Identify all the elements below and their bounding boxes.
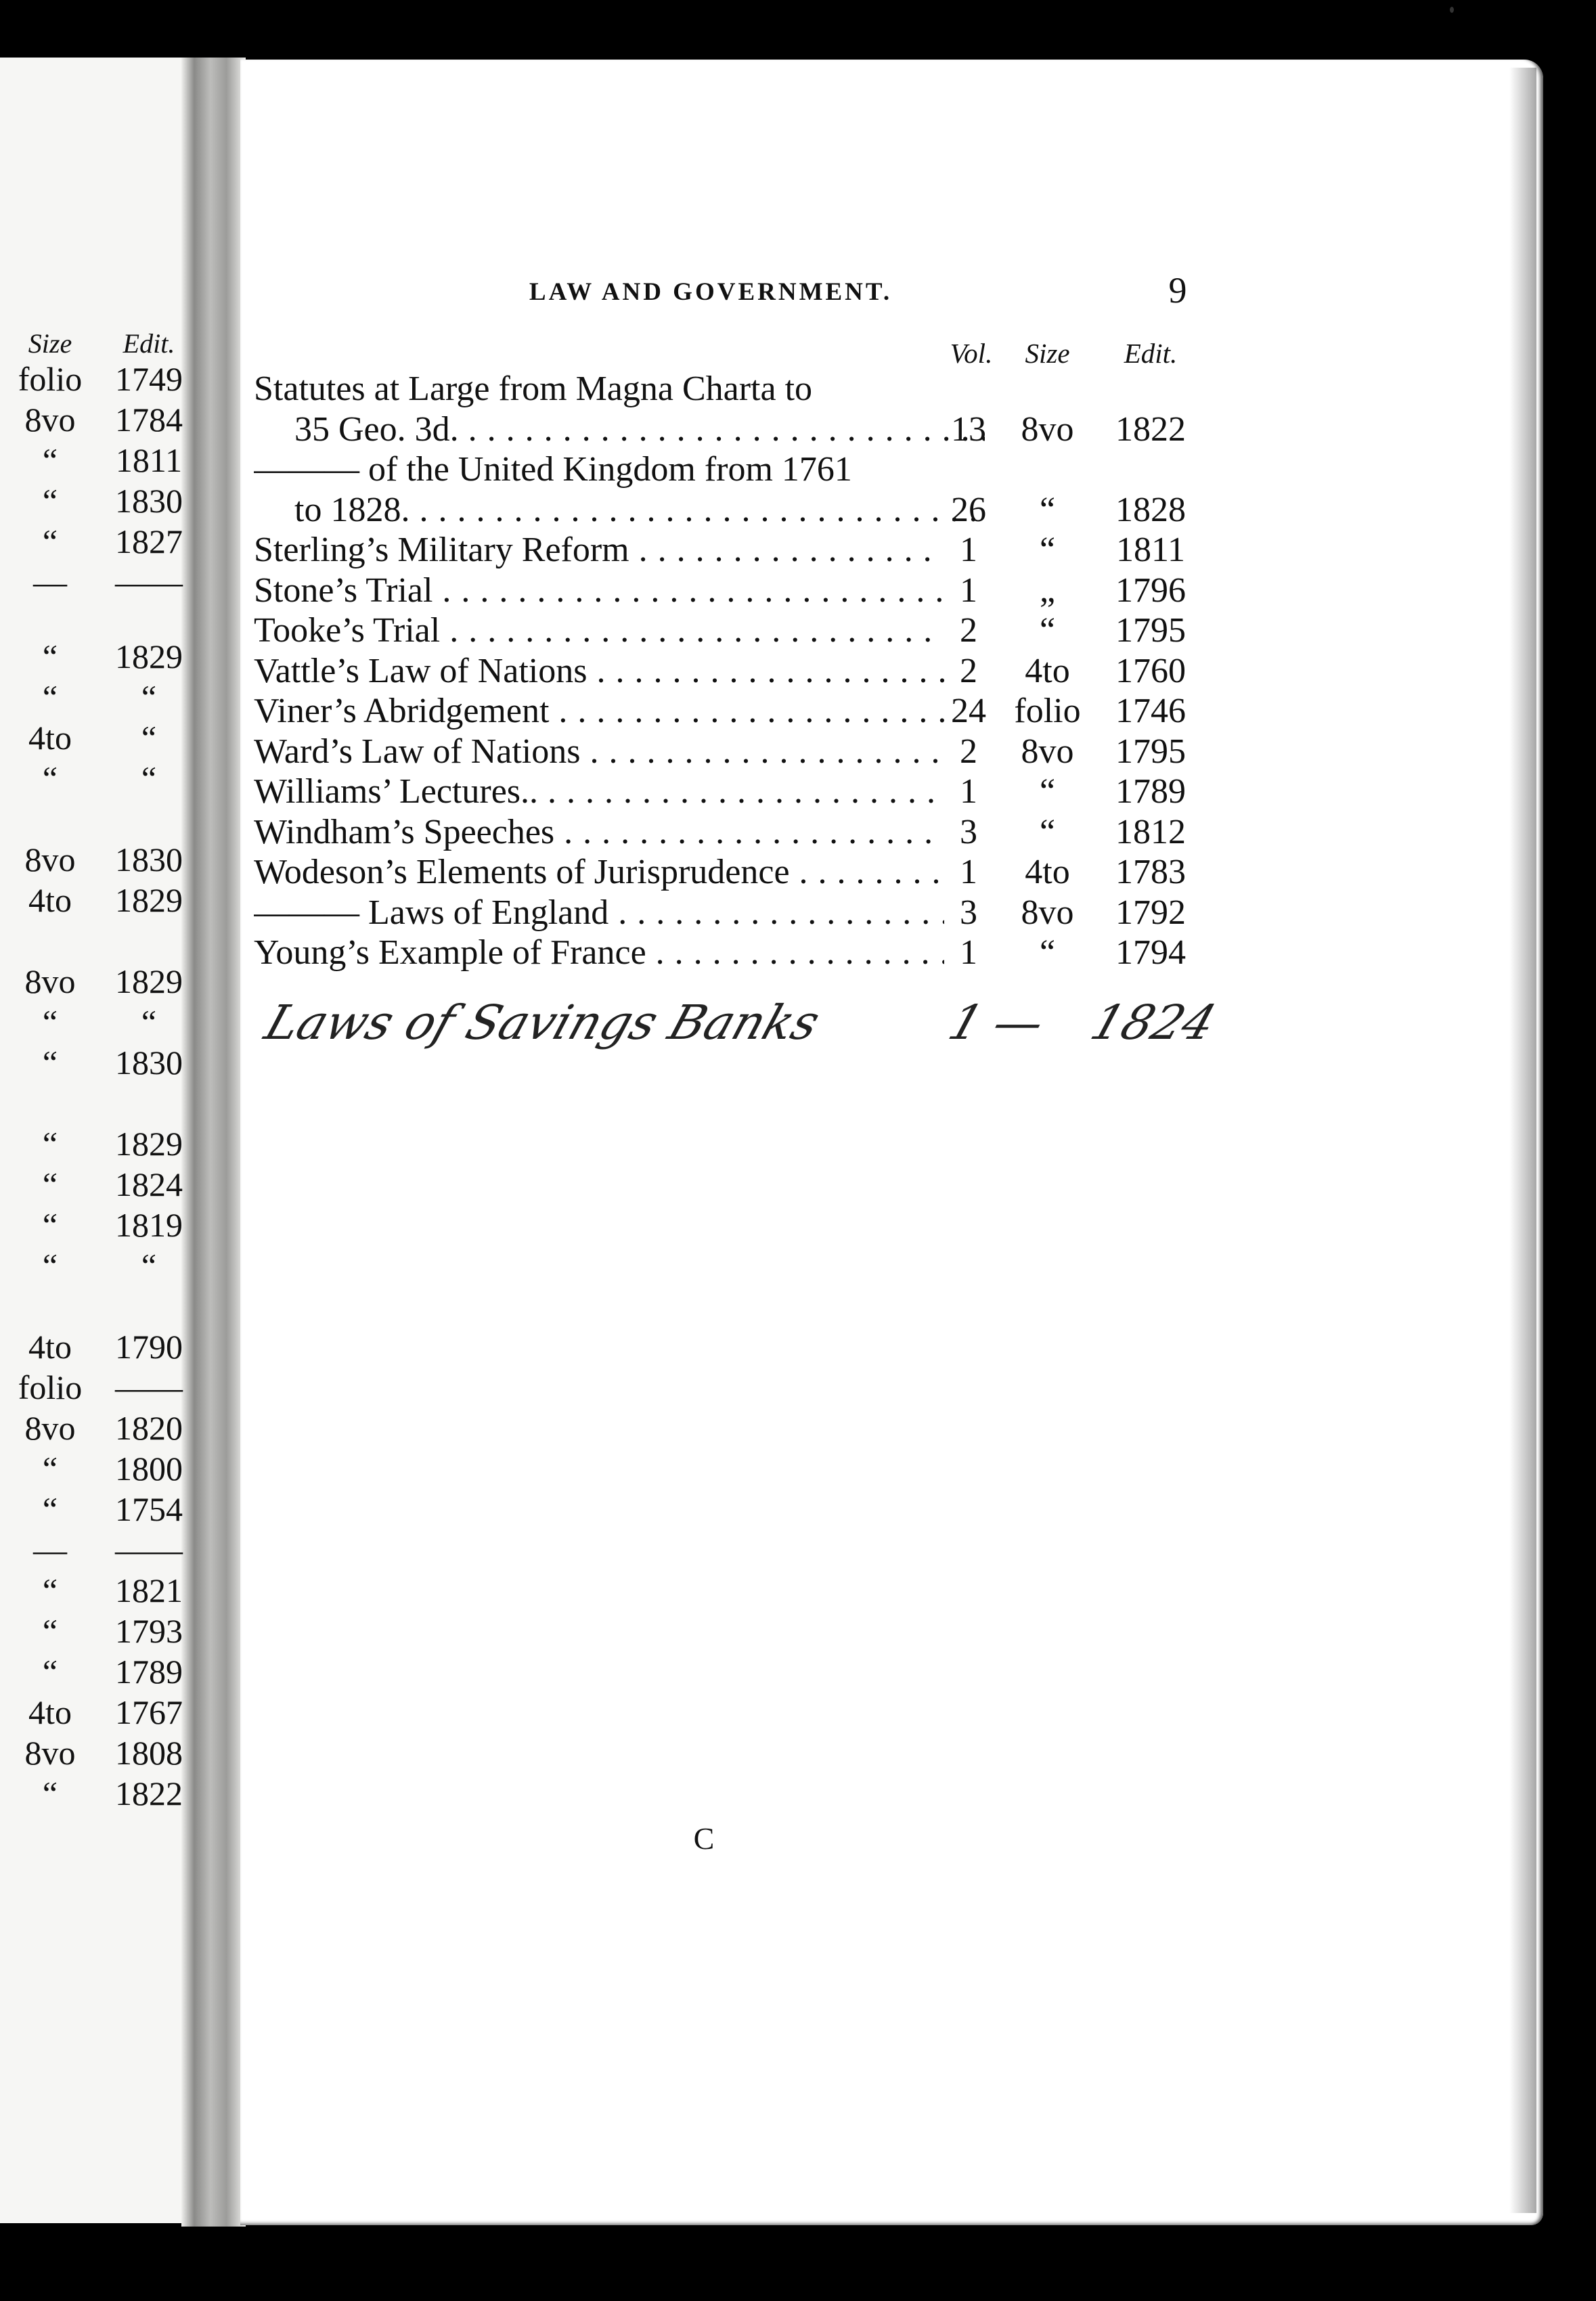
entry-size: 4to <box>1025 652 1070 690</box>
size-column-header: Size <box>1025 338 1070 369</box>
left-row-edit: 1822 <box>115 1774 183 1812</box>
handwritten-vol: 1 <box>941 995 990 1050</box>
entry-vol: 1 <box>960 933 977 972</box>
entry-title: Ward’s Law of Nations . . . <box>254 732 944 772</box>
entry-title: Williams’ Lectures.. . . . <box>254 772 944 812</box>
left-row-size: 4to <box>28 1693 72 1731</box>
left-row-edit: 1808 <box>115 1734 183 1772</box>
entry-size: “ <box>1039 531 1056 569</box>
handwritten-size: — <box>985 995 1052 1050</box>
left-row-size: 4to <box>28 881 72 919</box>
catalogue-entry <box>254 571 1205 611</box>
left-row-size: — <box>33 1531 67 1569</box>
entry-edit: 1795 <box>1115 611 1186 650</box>
left-row-size: “ <box>42 1206 58 1244</box>
entry-size: “ <box>1039 611 1056 650</box>
entry-title: Sterling’s Military Reform . . . <box>254 530 944 571</box>
left-row-size: “ <box>42 1490 58 1528</box>
left-row-edit: 1829 <box>115 638 183 675</box>
left-size-header: Size <box>28 328 72 359</box>
entry-edit: 1789 <box>1115 772 1186 811</box>
left-row-size: — <box>33 563 67 601</box>
left-row-edit: 1827 <box>115 522 183 560</box>
entry-title: ——— of the United Kingdom from 1761 <box>254 450 852 489</box>
entry-edit: 1795 <box>1115 732 1186 771</box>
entry-size: “ <box>1039 813 1056 851</box>
entry-edit: 1746 <box>1115 692 1186 730</box>
catalogue-entry <box>254 409 1205 450</box>
entry-edit: 1794 <box>1115 933 1186 972</box>
catalogue-entry <box>254 651 1205 692</box>
catalogue-entry <box>254 691 1205 732</box>
left-row-size: 4to <box>28 1328 72 1366</box>
left-row-edit: 1767 <box>115 1693 183 1731</box>
edit-column-header: Edit. <box>1124 338 1178 369</box>
left-row-size: “ <box>42 1044 58 1081</box>
left-row-edit: 1789 <box>115 1653 183 1691</box>
left-row-edit: 1754 <box>115 1490 183 1528</box>
left-edit-header: Edit. <box>123 328 175 359</box>
left-row-size: “ <box>42 441 58 479</box>
entry-vol: 2 <box>960 732 977 771</box>
left-row-edit: 1830 <box>115 841 183 878</box>
entry-title: Stone’s Trial . . . <box>254 571 944 611</box>
left-row-size: “ <box>42 678 58 716</box>
left-row-edit: —— <box>115 1531 183 1569</box>
entry-vol: 1 <box>960 571 977 610</box>
left-row-size: “ <box>42 1125 58 1163</box>
left-row-size: “ <box>42 1571 58 1609</box>
catalogue-entry <box>254 449 1205 490</box>
catalogue-entry <box>254 893 1205 933</box>
left-row-edit: 1793 <box>115 1612 183 1650</box>
catalogue-entry <box>254 530 1205 571</box>
left-row-edit: “ <box>141 678 157 716</box>
left-row-size: “ <box>42 1774 58 1812</box>
entry-edit: 1812 <box>1115 813 1186 851</box>
entry-size: 8vo <box>1021 893 1074 932</box>
left-row-edit: 1830 <box>115 1044 183 1081</box>
left-row-size: 8vo <box>24 962 76 1000</box>
left-row-size: 8vo <box>24 401 76 439</box>
left-row-size: “ <box>42 1450 58 1488</box>
left-row-edit: 1749 <box>115 360 183 398</box>
entry-vol: 1 <box>960 531 977 569</box>
left-row-edit: —— <box>115 1368 183 1406</box>
left-row-size: 4to <box>28 719 72 757</box>
left-row-edit: —— <box>115 563 183 601</box>
entry-vol: 26 <box>951 491 986 529</box>
entry-title: Statutes at Large from Magna Charta to <box>254 370 813 408</box>
left-row-size: folio <box>18 1368 83 1406</box>
entry-size: “ <box>1039 933 1056 972</box>
handwritten-entry <box>254 995 1223 1063</box>
catalogue-entry <box>254 812 1205 853</box>
handwritten-title: Laws of Savings Banks <box>258 995 827 1050</box>
entry-vol: 2 <box>960 611 977 650</box>
catalogue-entry <box>254 732 1205 772</box>
running-head: LAW AND GOVERNMENT. <box>529 278 893 306</box>
entry-edit: 1828 <box>1115 491 1186 529</box>
left-row-edit: 1819 <box>115 1206 183 1244</box>
left-row-edit: 1829 <box>115 1125 183 1163</box>
vol-column-header: Vol. <box>950 338 993 369</box>
catalogue-entry <box>254 772 1205 812</box>
left-row-edit: 1821 <box>115 1571 183 1609</box>
catalogue-entry <box>254 852 1205 893</box>
left-row-size: folio <box>18 360 83 398</box>
left-row-size: “ <box>42 1165 58 1203</box>
left-row-size: 8vo <box>24 1409 76 1447</box>
left-row-edit: “ <box>141 719 157 757</box>
entry-edit: 1822 <box>1115 410 1186 449</box>
left-row-edit: 1820 <box>115 1409 183 1447</box>
left-row-edit: “ <box>141 1247 157 1284</box>
left-row-edit: “ <box>141 1003 157 1041</box>
entry-edit: 1783 <box>1115 853 1186 891</box>
entry-title: Windham’s Speeches . . . <box>254 812 944 853</box>
left-row-edit: 1830 <box>115 482 183 520</box>
page-edge-shadow <box>1509 68 1536 2213</box>
entry-title: Young’s Example of France . . . <box>254 933 944 973</box>
entry-size: 8vo <box>1021 410 1074 449</box>
left-row-size: “ <box>42 1653 58 1691</box>
entry-title: ——— Laws of England . . . <box>254 893 944 933</box>
left-row-size: “ <box>42 638 58 675</box>
entry-title: Vattle’s Law of Nations . . . <box>254 651 944 692</box>
left-row-edit: 1800 <box>115 1450 183 1488</box>
left-row-size: 8vo <box>24 841 76 878</box>
left-row-size: “ <box>42 1003 58 1041</box>
entry-vol: 1 <box>960 853 977 891</box>
left-row-edit: 1824 <box>115 1165 183 1203</box>
left-row-edit: 1784 <box>115 401 183 439</box>
entry-vol: 24 <box>951 692 986 730</box>
entry-edit: 1760 <box>1115 652 1186 690</box>
entry-title: Tooke’s Trial . . . <box>254 610 944 651</box>
catalogue-entry <box>254 933 1205 973</box>
entry-size: 8vo <box>1021 732 1074 771</box>
handwritten-edit: 1824 <box>1084 995 1223 1050</box>
entry-size: „ <box>1039 571 1056 610</box>
left-row-edit: 1829 <box>115 881 183 919</box>
left-row-edit: 1811 <box>115 441 183 479</box>
page-number: 9 <box>1168 270 1187 311</box>
entry-title: Wodeson’s Elements of Jurisprudence . . . <box>254 852 944 893</box>
scan-speck <box>1450 7 1454 13</box>
entry-title: Viner’s Abridgement . . . <box>254 691 944 732</box>
entry-size: “ <box>1039 491 1056 529</box>
left-row-edit: “ <box>141 759 157 797</box>
entry-vol: 3 <box>960 893 977 932</box>
entry-vol: 1 <box>960 772 977 811</box>
entry-edit: 1792 <box>1115 893 1186 932</box>
entry-size: folio <box>1014 692 1081 730</box>
entry-vol: 3 <box>960 813 977 851</box>
left-row-size: “ <box>42 1247 58 1284</box>
left-row-size: “ <box>42 482 58 520</box>
signature-mark: C <box>693 1821 715 1856</box>
left-row-size: “ <box>42 522 58 560</box>
left-row-edit: 1829 <box>115 962 183 1000</box>
left-row-size: 8vo <box>24 1734 76 1772</box>
catalogue-entry <box>254 369 1205 409</box>
left-row-edit: 1790 <box>115 1328 183 1366</box>
left-row-size: “ <box>42 1612 58 1650</box>
left-row-size: “ <box>42 759 58 797</box>
entry-title: to 1828. . . . <box>254 490 985 531</box>
entry-title: 35 Geo. 3d. . . . <box>254 409 985 450</box>
entry-size: “ <box>1039 772 1056 811</box>
entry-size: 4to <box>1025 853 1070 891</box>
entry-vol: 2 <box>960 652 977 690</box>
catalogue-entry <box>254 490 1205 531</box>
entry-edit: 1796 <box>1115 571 1186 610</box>
catalogue-entry <box>254 610 1205 651</box>
entry-vol: 13 <box>951 410 986 449</box>
entry-edit: 1811 <box>1115 531 1186 569</box>
